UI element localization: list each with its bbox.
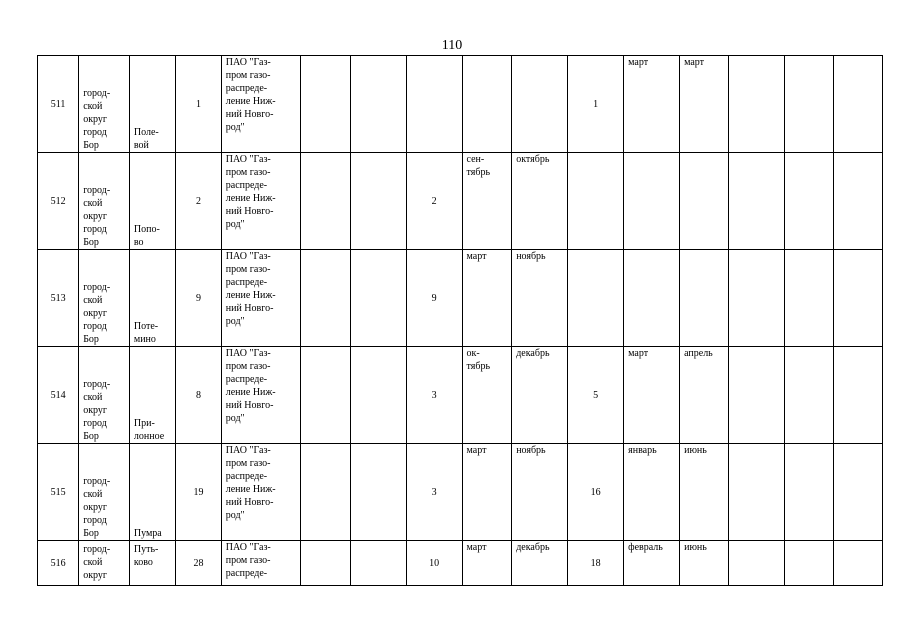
cell-col7 [406,250,462,347]
cell-col10 [568,444,624,541]
cell-text: 8 [196,389,202,401]
cell-text: ноябрь [516,251,546,262]
cell-text: ПАО "Газ- пром газо- распреде- ление Ниж- ний Новго- род" [225,154,276,230]
cell-text: 5 [593,389,599,401]
cell-col14 [784,541,834,586]
cell-text: 514 [50,389,66,401]
cell-text: ПАО "Газ- пром газо- распреде- ление Ниж- ний Новго- род" [225,57,276,133]
cell-col8 [462,56,512,153]
cell-text: январь [628,445,657,456]
cell-col11 [624,250,680,347]
cell-text: февраль [628,542,663,553]
cell-col8 [462,347,512,444]
cell-text: декабрь [516,348,550,359]
cell-col6 [350,56,406,153]
cell-text: 1 [593,98,599,110]
cell-text: ПАО "Газ- пром газо- распреде- ление Ниж- ний Новго- род" [225,251,276,327]
cell-text: ПАО "Газ- пром газо- распреде- [225,542,271,579]
cell-col10 [568,347,624,444]
cell-organization [221,444,300,541]
cell-count [176,444,221,541]
cell-text: 10 [429,557,440,569]
cell-text: ноябрь [516,445,546,456]
cell-col9 [512,56,568,153]
cell-text: ПАО "Газ- пром газо- распреде- ление Ниж- ний Новго- род" [225,348,276,424]
cell-district [79,56,130,153]
data-table [37,55,883,586]
cell-text: Поте- мино [133,321,159,345]
cell-col13 [728,250,784,347]
cell-col6 [350,444,406,541]
cell-text: сен- тябрь [466,154,491,178]
cell-col7 [406,347,462,444]
cell-col8 [462,541,512,586]
cell-col10 [568,56,624,153]
cell-col5 [300,250,350,347]
cell-text: 2 [431,195,437,207]
cell-text: ПАО "Газ- пром газо- распреде- ление Ниж- ний Новго- род" [225,445,276,521]
cell-settlement [129,541,175,586]
cell-count [176,153,221,250]
cell-col15 [834,347,883,444]
cell-text: март [466,251,487,262]
cell-col7 [406,153,462,250]
cell-col14 [784,347,834,444]
cell-text: Поле- вой [133,127,159,151]
cell-col9 [512,541,568,586]
cell-settlement [129,56,175,153]
cell-settlement [129,444,175,541]
cell-col12 [680,56,729,153]
cell-text: 512 [50,195,66,207]
cell-col11 [624,56,680,153]
cell-count [176,250,221,347]
cell-text: июнь [684,542,707,553]
cell-text: Путь- ково [133,544,159,568]
cell-text: 9 [431,292,437,304]
cell-text: декабрь [516,542,550,553]
cell-text: 516 [50,557,66,569]
cell-col5 [300,153,350,250]
cell-text: октябрь [516,154,550,165]
cell-organization [221,541,300,586]
cell-text: ок- тябрь [466,348,491,372]
cell-settlement [129,250,175,347]
cell-col12 [680,347,729,444]
cell-col14 [784,56,834,153]
cell-col14 [784,250,834,347]
cell-district [79,153,130,250]
cell-number [38,347,79,444]
page-number: 110 [441,38,463,53]
cell-col14 [784,444,834,541]
cell-col7 [406,56,462,153]
cell-col8 [462,444,512,541]
cell-col5 [300,444,350,541]
cell-text: Пумра [133,528,162,539]
cell-number [38,541,79,586]
cell-col5 [300,541,350,586]
cell-col15 [834,153,883,250]
cell-text: город- ской округ город Бор [83,185,111,248]
table-row [38,56,883,153]
table-row [38,153,883,250]
cell-col5 [300,347,350,444]
cell-text: 18 [590,557,601,569]
cell-organization [221,250,300,347]
cell-col11 [624,541,680,586]
cell-text: 3 [431,486,437,498]
cell-text: город- ской округ город Бор [83,282,111,345]
cell-col12 [680,444,729,541]
cell-text: март [628,57,649,68]
cell-number [38,444,79,541]
cell-col10 [568,541,624,586]
cell-count [176,541,221,586]
cell-organization [221,153,300,250]
cell-col12 [680,541,729,586]
cell-col6 [350,250,406,347]
cell-text: 28 [193,557,204,569]
cell-organization [221,56,300,153]
cell-col13 [728,347,784,444]
cell-number [38,153,79,250]
cell-text: 19 [193,486,204,498]
cell-col15 [834,250,883,347]
cell-text: При- лонное [133,418,165,442]
cell-count [176,56,221,153]
cell-text: март [684,57,705,68]
cell-settlement [129,153,175,250]
cell-text: март [466,542,487,553]
cell-col5 [300,56,350,153]
cell-col14 [784,153,834,250]
cell-col9 [512,347,568,444]
cell-col8 [462,153,512,250]
cell-col15 [834,56,883,153]
cell-text: 3 [431,389,437,401]
cell-count [176,347,221,444]
cell-number [38,56,79,153]
cell-number [38,250,79,347]
cell-settlement [129,347,175,444]
cell-text: 2 [196,195,202,207]
cell-col7 [406,541,462,586]
cell-col9 [512,444,568,541]
cell-text: город- ской округ город Бор [83,476,111,539]
cell-text: 16 [590,486,601,498]
cell-text: апрель [684,348,713,359]
table-row [38,250,883,347]
cell-district [79,347,130,444]
cell-text: 511 [50,98,66,110]
cell-col9 [512,250,568,347]
cell-text: март [466,445,487,456]
cell-text: 9 [196,292,202,304]
cell-col13 [728,444,784,541]
cell-col6 [350,347,406,444]
cell-text: город- ской округ город Бор [83,379,111,442]
cell-col15 [834,444,883,541]
cell-text: март [628,348,649,359]
cell-district [79,250,130,347]
cell-col13 [728,56,784,153]
cell-col12 [680,153,729,250]
cell-col8 [462,250,512,347]
cell-col6 [350,541,406,586]
cell-col11 [624,347,680,444]
cell-text: 1 [196,98,202,110]
cell-text: 513 [50,292,66,304]
table-row [38,541,883,586]
cell-col12 [680,250,729,347]
cell-col6 [350,153,406,250]
cell-col10 [568,153,624,250]
cell-col15 [834,541,883,586]
cell-col11 [624,444,680,541]
cell-text: июнь [684,445,707,456]
cell-col7 [406,444,462,541]
cell-text: город- ской округ город Бор [83,88,111,151]
cell-organization [221,347,300,444]
table-row [38,347,883,444]
cell-district [79,444,130,541]
cell-text: 515 [50,486,66,498]
table-row [38,444,883,541]
cell-col13 [728,541,784,586]
cell-col11 [624,153,680,250]
cell-district [79,541,130,586]
cell-col10 [568,250,624,347]
cell-text: город- ской округ [83,544,111,581]
cell-col13 [728,153,784,250]
cell-col9 [512,153,568,250]
cell-text: Попо- во [133,224,160,248]
